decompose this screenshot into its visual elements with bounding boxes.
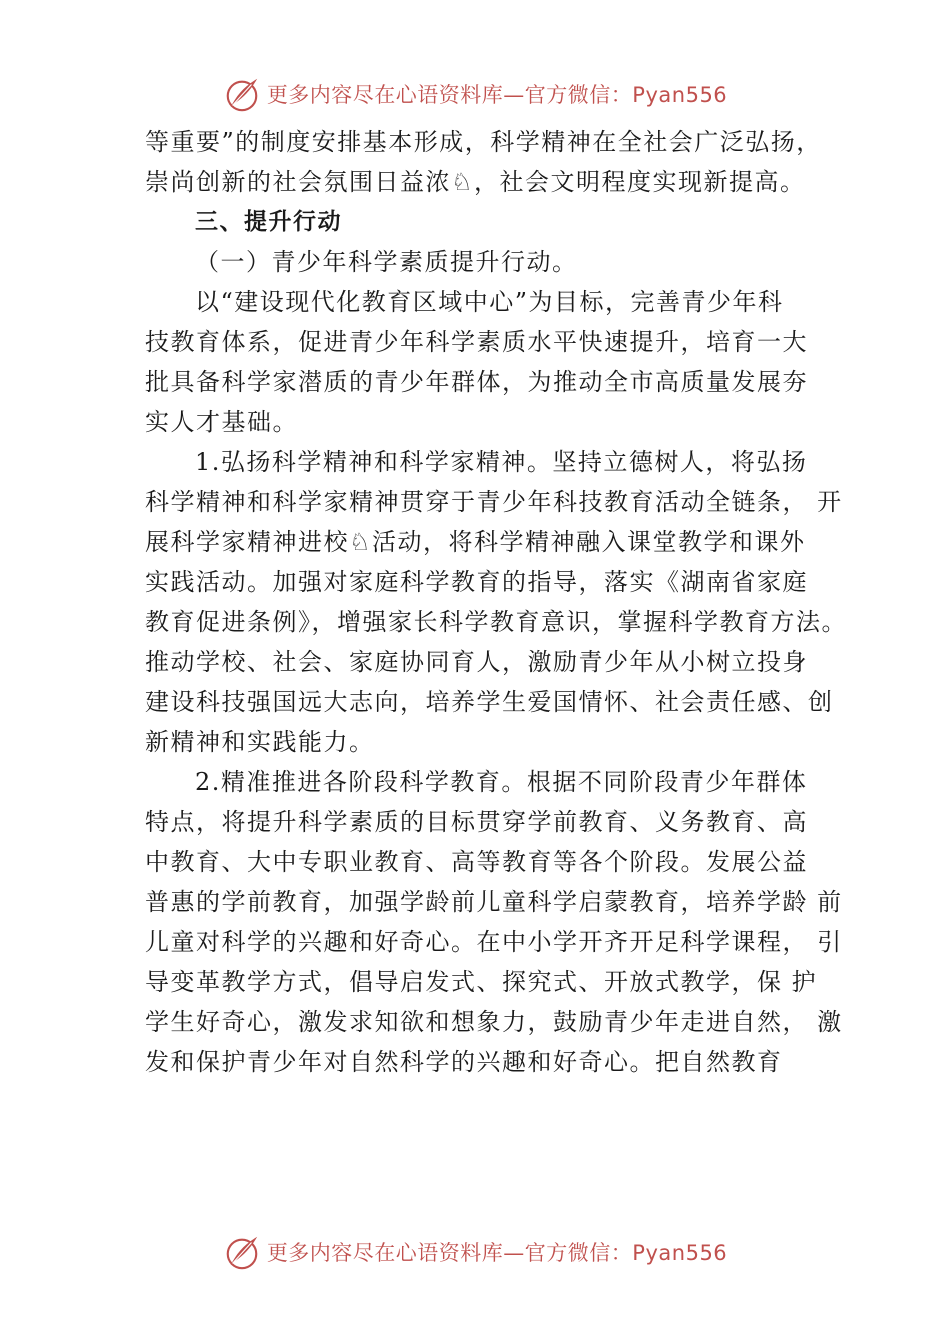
- text-line: 实践活动。加强对家庭科学教育的指导，落实《湖南省家庭: [145, 568, 808, 596]
- text-line: 普惠的学前教育，加强学龄前儿童科学启蒙教育，培养学龄 前: [145, 888, 843, 916]
- feather-quill-logo-icon: [223, 75, 261, 113]
- text-line: 中教育、大中专职业教育、高等教育等各个阶段。发展公益: [145, 848, 808, 876]
- text-line: （一）青少年科学素质提升行动。: [195, 248, 578, 276]
- footer-watermark-text: 更多内容尽在心语资料库—官方微信：Pyan556: [266, 1241, 728, 1265]
- text-line: 以“建设现代化教育区域中心”为目标，完善青少年科: [195, 288, 784, 316]
- header-watermark: [0, 70, 950, 118]
- text-line: 2.精准推进各阶段科学教育。根据不同阶段青少年群体: [195, 768, 808, 796]
- document-body: [145, 122, 845, 1082]
- text-line: 儿童对科学的兴趣和好奇心。在中小学开齐开足科学课程， 引: [145, 928, 843, 956]
- text-line: 技教育体系，促进青少年科学素质水平快速提升，培育一大: [145, 328, 808, 356]
- text-line: 批具备科学家潜质的青少年群体，为推动全市高质量发展夯: [145, 368, 808, 396]
- text-line: 科学精神和科学家精神贯穿于青少年科技教育活动全链条， 开: [145, 488, 843, 516]
- text-line: 实人才基础。: [145, 408, 298, 436]
- text-line: 推动学校、社会、家庭协同育人，激励青少年从小树立投身: [145, 648, 808, 676]
- text-line: 发和保护青少年对自然科学的兴趣和好奇心。把自然教育: [145, 1048, 783, 1076]
- header-watermark-text: 更多内容尽在心语资料库—官方微信：Pyan556: [266, 83, 728, 107]
- text-line: 新精神和实践能力。: [145, 728, 375, 756]
- footer-watermark: [0, 1228, 950, 1276]
- text-line: 崇尚创新的社会氛围日益浓♘，社会文明程度实现新提高。: [145, 168, 806, 196]
- text-line: 学生好奇心，激发求知欲和想象力，鼓励青少年走进自然， 激: [145, 1008, 843, 1036]
- text-line: 1.弘扬科学精神和科学家精神。坚持立德树人，将弘扬: [195, 448, 808, 476]
- text-line: 等重要”的制度安排基本形成，科学精神在全社会广泛弘扬，: [145, 128, 822, 156]
- text-line: 教育促进条例》，增强家长科学教育意识，掌握科学教育方法。: [145, 608, 847, 636]
- text-line: 展科学家精神进校♘活动，将科学精神融入课堂教学和课外: [145, 528, 806, 556]
- feather-quill-logo-icon: [223, 1233, 261, 1271]
- text-line: 特点，将提升科学素质的目标贯穿学前教育、义务教育、高: [145, 808, 808, 836]
- text-line: 导变革教学方式，倡导启发式、探究式、开放式教学，保 护: [145, 968, 818, 996]
- section-heading: 三、提升行动: [195, 209, 342, 235]
- text-line: 建设科技强国远大志向，培养学生爱国情怀、社会责任感、创: [145, 688, 834, 716]
